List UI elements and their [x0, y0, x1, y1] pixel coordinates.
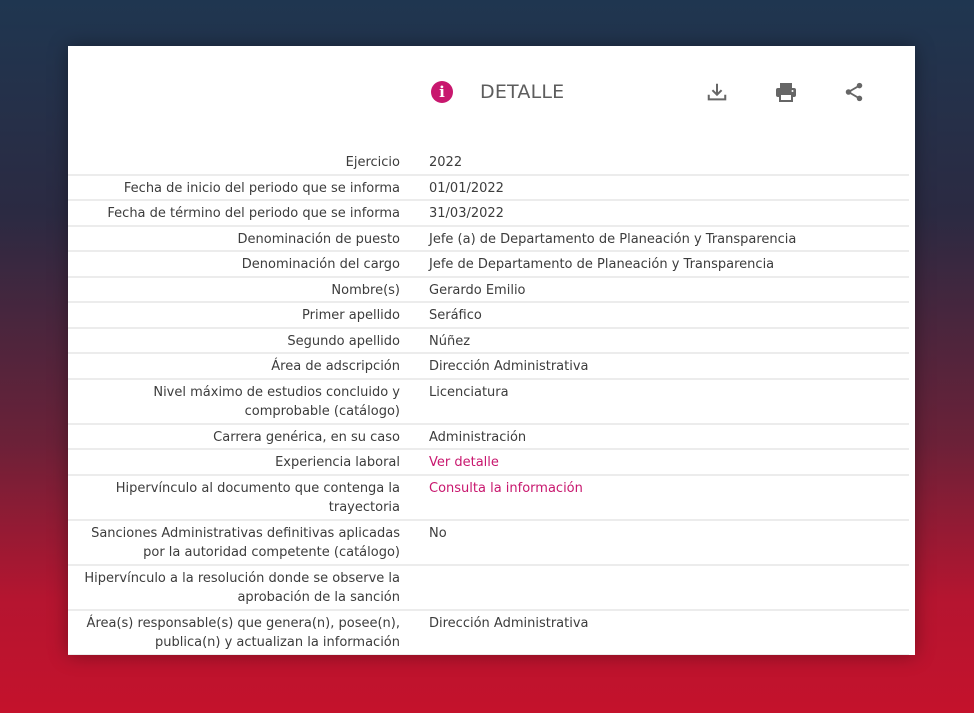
row-value: Seráfico: [429, 308, 482, 323]
row-value: Licenciatura: [429, 384, 509, 400]
page-title: DETALLE: [480, 81, 565, 103]
row-label-line: Hipervínculo al documento que contenga la: [115, 480, 400, 496]
table-row: [68, 566, 909, 611]
row-label-line: Nivel máximo de estudios concluido y: [153, 384, 400, 400]
table-row: [68, 476, 909, 521]
row-label: Ejercicio: [345, 155, 400, 170]
table-row: [68, 278, 909, 304]
row-label: Experiencia laboral: [275, 455, 400, 470]
row-value: Jefe de Departamento de Planeación y Transparencia: [429, 257, 775, 272]
row-label: Fecha de inicio del periodo que se informa: [123, 180, 400, 196]
row-label-line: por la autoridad competente (catálogo): [143, 545, 400, 560]
row-label-line: trayectoria: [328, 500, 400, 515]
table-row: [68, 521, 909, 566]
table-row: [68, 150, 909, 176]
detail-header: [68, 46, 915, 146]
share-button[interactable]: [841, 79, 867, 105]
table-row: [68, 201, 909, 227]
row-label: Fecha de término del periodo que se informa: [107, 206, 400, 221]
row-value: Gerardo Emilio: [429, 282, 526, 298]
row-value: Jefe (a) de Departamento de Planeación y Transparencia: [429, 231, 797, 247]
row-value: 2022: [429, 155, 463, 170]
row-label: [68, 569, 400, 608]
table-row: [68, 303, 909, 329]
table-row: [68, 176, 909, 202]
row-label: [68, 524, 400, 563]
row-label: Área de adscripción: [271, 359, 400, 374]
detail-table: [68, 150, 909, 655]
row-value: Núñez: [429, 333, 471, 349]
table-row: [68, 611, 909, 656]
row-value: No: [429, 525, 447, 541]
row-value: 01/01/2022: [429, 180, 504, 196]
row-label-line: publica(n) y actualizan la información: [154, 635, 400, 650]
table-row: [68, 227, 909, 253]
table-row: [68, 329, 909, 355]
row-value: Dirección Administrativa: [429, 359, 589, 374]
row-label-line: Área(s) responsable(s) que genera(n), posee(n),: [86, 615, 400, 631]
title-group: [431, 80, 564, 104]
table-row: [68, 252, 909, 278]
print-icon: [774, 80, 798, 104]
row-value: Dirección Administrativa: [429, 615, 589, 631]
download-icon: [706, 81, 728, 103]
row-label-line: comprobable (catálogo): [244, 404, 400, 419]
table-row: [68, 354, 909, 380]
row-label-line: aprobación de la sanción: [237, 590, 400, 605]
row-label: Denominación del cargo: [241, 257, 400, 272]
table-row: [68, 425, 909, 451]
row-label: Denominación de puesto: [237, 231, 400, 247]
share-icon: [843, 81, 865, 103]
row-label: [68, 479, 400, 518]
ver-detalle-link[interactable]: Ver detalle: [429, 455, 499, 470]
row-label-line: Hipervínculo a la resolución donde se observe la: [84, 570, 400, 586]
download-button[interactable]: [704, 79, 730, 105]
row-label-line: Sanciones Administrativas definitivas aplicadas: [91, 525, 400, 541]
row-value: Administración: [429, 429, 527, 445]
print-button[interactable]: [773, 79, 799, 105]
row-label: Primer apellido: [302, 308, 400, 323]
row-label: [68, 383, 400, 422]
row-label: Segundo apellido: [287, 333, 400, 349]
row-label: Carrera genérica, en su caso: [213, 429, 400, 445]
row-label: Nombre(s): [331, 282, 400, 298]
detail-card: [68, 46, 915, 655]
info-icon: i: [431, 81, 453, 103]
row-label: [68, 614, 400, 653]
row-value: 31/03/2022: [429, 206, 504, 221]
table-row: [68, 450, 909, 476]
table-row: [68, 380, 909, 425]
consulta-informacion-link[interactable]: Consulta la información: [429, 480, 583, 496]
